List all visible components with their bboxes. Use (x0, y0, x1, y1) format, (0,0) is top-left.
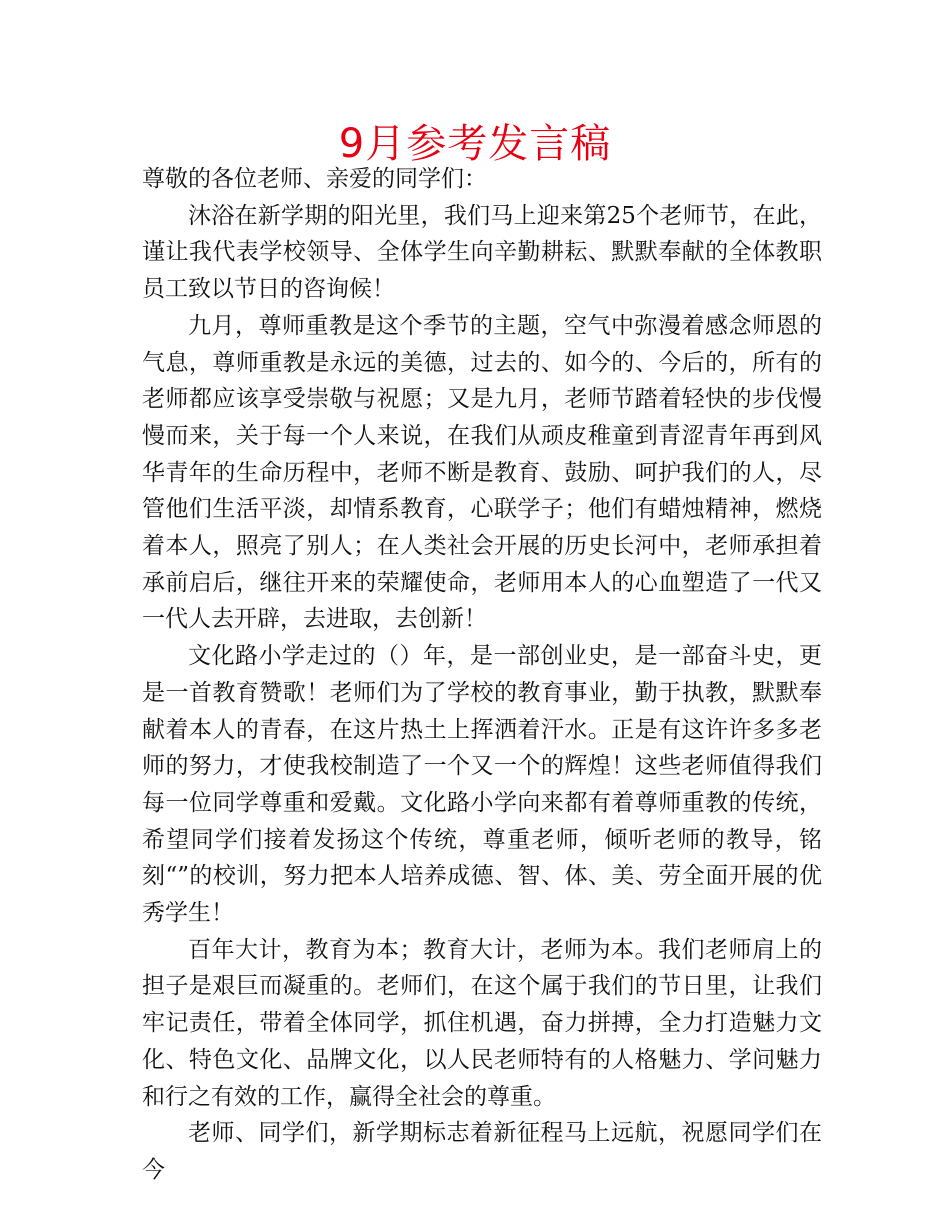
document-body (142, 161, 822, 1189)
paragraph-1: 沐浴在新学期的阳光里，我们马上迎来第25个老师节，在此，谨让我代表学校领导、全体学生向辛勤耕耘、默默奉献的全体教职员工致以节日的咨询候！ (142, 202, 822, 303)
paragraph-3: 文化路小学走过的（）年，是一部创业史，是一部奋斗史，更是一首教育赞歌！老师们为了学校的教育事业，勤于执教，默默奉献着本人的青春，在这片热土上挥洒着汗水。正是有这许许多多老师的努力，才使我校制造了一个又一个的辉煌！这些老师值得我们每一位同学尊重和爱戴。文化路小学向来都有着尊师重教的传统，希望同学们接着发扬这个传统，尊重老师，倾听老师的教导，铭刻“”的校训，努力把本人培养成德、智、体、美、劳全面开展的优秀学生！ (142, 643, 822, 927)
paragraph-5: 老师、同学们，新学期标志着新征程马上远航，祝愿同学们在今 (142, 1120, 822, 1183)
paragraph-2: 九月，尊师重教是这个季节的主题，空气中弥漫着感念师恩的气息，尊师重教是永远的美德，过去的、如今的、今后的，所有的老师都应该享受崇敬与祝愿；又是九月，老师节踏着轻快的步伐慢慢而来，关于每一个人来说，在我们从顽皮稚童到青涩青年再到风华青年的生命历程中，老师不断是教育、鼓励、呵护我们的人，尽管他们生活平淡，却情系教育，心联学子；他们有蜡烛精神，燃烧着本人，照亮了别人；在人类社会开展的历史长河中，老师承担着承前启后，继往开来的荣耀使命，老师用本人的心血塑造了一代又一代人去开辟，去进取，去创新！ (142, 312, 822, 633)
paragraph-4: 百年大计，教育为本；教育大计，老师为本。我们老师肩上的担子是艰巨而凝重的。老师们，在这个属于我们的节日里，让我们牢记责任，带着全体同学，抓住机遇，奋力拼搏，全力打造魅力文化、特色文化、品牌文化，以人民老师特有的人格魅力、学问魅力和行之有效的工作，赢得全社会的尊重。 (142, 936, 822, 1110)
document-title: 9月参考发言稿 (338, 121, 612, 167)
salutation: 尊敬的各位老师、亲爱的同学们： (142, 166, 487, 192)
